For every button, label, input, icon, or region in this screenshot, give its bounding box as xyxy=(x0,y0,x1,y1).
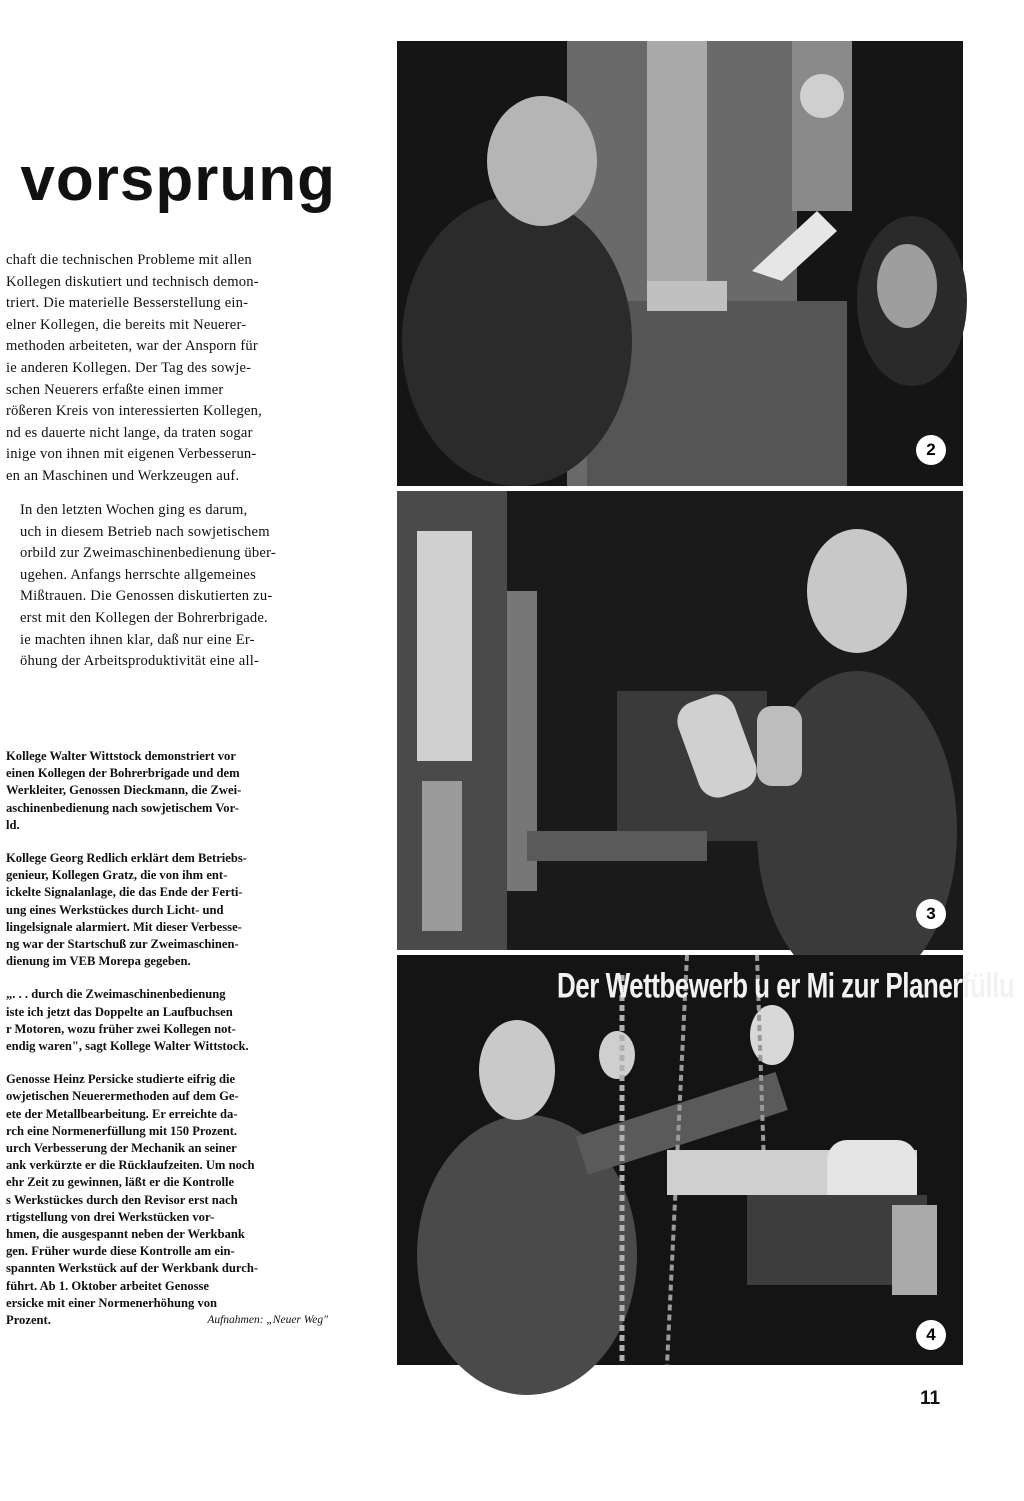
body-text-line: rößeren Kreis von interessierten Kollegen, xyxy=(6,403,263,420)
body-text-line: erst mit den Kollegen der Bohrerbrigade. xyxy=(20,609,268,626)
body-text-line: inige von ihnen mit eigenen Verbesserun- xyxy=(6,446,257,463)
body-text-line: Kollegen diskutiert und technisch demon- xyxy=(6,273,259,290)
body-text-line: Mißtrauen. Die Genossen diskutierten zu- xyxy=(20,588,273,605)
photo-caption xyxy=(6,748,328,834)
photo-credit: Aufnahmen: „Neuer Weg" xyxy=(207,1314,328,1327)
body-text-line: In den letzten Wochen ging es darum, xyxy=(20,502,248,518)
caption-line: Kollege Georg Redlich erklärt dem Betriebs- xyxy=(6,851,247,866)
body-text-line: ie anderen Kollegen. Der Tag des sowje- xyxy=(6,359,252,376)
photo-worker-with-chain-hoist xyxy=(397,955,1015,1365)
caption-line: lingelsignale alarmiert. Mit dieser Verbesse- xyxy=(6,919,242,934)
body-text-line: chaft die technischen Probleme mit allen xyxy=(6,252,252,268)
caption-line: „. . . durch die Zweimaschinenbedienung xyxy=(6,987,226,1002)
caption-last-line xyxy=(6,1312,328,1329)
page-number: 11 xyxy=(920,1388,941,1409)
body-paragraph-2 xyxy=(6,500,326,673)
photo-caption xyxy=(6,850,328,970)
body-text-line: öhung der Arbeitsproduktivität eine all- xyxy=(20,653,260,670)
photo-worker-with-bushings xyxy=(397,491,963,950)
caption-line: ng war der Startschuß zur Zweimaschinen- xyxy=(6,937,239,952)
photo-caption xyxy=(6,986,328,1055)
body-text-line: methoden arbeiteten, war der Ansporn für xyxy=(6,338,258,355)
caption-line: dienung im VEB Morepa gegeben. xyxy=(6,954,191,969)
caption-line: owjetischen Neuerermethoden auf dem Ge- xyxy=(6,1089,239,1104)
caption-line: rtigstellung von drei Werkstücken vor- xyxy=(6,1209,215,1224)
caption-line: iste ich jetzt das Doppelte an Laufbuchsen xyxy=(6,1004,233,1019)
photo-caption xyxy=(6,1071,328,1329)
caption-line: Prozent. xyxy=(6,1313,51,1328)
body-text-line: ie machten ihnen klar, daß nur eine Er- xyxy=(20,631,255,648)
body-text-line: triert. Die materielle Besserstellung ein- xyxy=(6,295,249,312)
photo-number-badge: 3 xyxy=(916,899,946,929)
caption-line: ank verkürzte er die Rücklaufzeiten. Um noch xyxy=(6,1158,255,1173)
caption-line: ete der Metallbearbeitung. Er erreichte da- xyxy=(6,1106,238,1121)
photo-captions xyxy=(6,748,328,1329)
photo-number-badge: 4 xyxy=(916,1320,946,1350)
body-text-line: elner Kollegen, die bereits mit Neuerer- xyxy=(6,316,247,333)
caption-line: Genosse Heinz Persicke studierte eifrig die xyxy=(6,1072,236,1087)
body-text-line: ugehen. Anfangs herrschte allgemeines xyxy=(20,566,256,583)
caption-line: endig waren", sagt Kollege Walter Wittstock. xyxy=(6,1039,249,1054)
caption-line: einen Kollegen der Bohrerbrigade und dem xyxy=(6,766,240,781)
body-text-line: uch in diesem Betrieb nach sowjetischem xyxy=(20,523,270,540)
photo-drilling-machine xyxy=(397,41,963,486)
body-text-line: schen Neuerers erfaßte einen immer xyxy=(6,381,224,398)
caption-line: Werkleiter, Genossen Dieckmann, die Zwei- xyxy=(6,783,242,798)
caption-line: rch eine Normenerfüllung mit 150 Prozent. xyxy=(6,1123,238,1138)
caption-line: führt. Ab 1. Oktober arbeitet Genosse xyxy=(6,1278,210,1293)
caption-line: urch Verbesserung der Mechanik an seiner xyxy=(6,1141,237,1156)
caption-line: ung eines Werkstückes durch Licht- und xyxy=(6,902,224,917)
caption-line: r Motoren, wozu früher zwei Kollegen not- xyxy=(6,1021,236,1036)
caption-line: hmen, die ausgespannt neben der Werkbank xyxy=(6,1227,245,1242)
article-headline: vorsprung xyxy=(20,145,336,214)
caption-line: gen. Früher wurde diese Kontrolle am ein- xyxy=(6,1244,235,1259)
caption-line: ickelte Signalanlage, die das Ende der Ferti- xyxy=(6,885,243,900)
workshop-banner: Der Wettbewerb u er Mi zur Planerfüllu xyxy=(557,965,1015,1006)
body-text-line: nd es dauerte nicht lange, da traten sogar xyxy=(6,424,253,441)
caption-line: Kollege Walter Wittstock demonstriert vor xyxy=(6,749,236,763)
body-text-line: orbild zur Zweimaschinenbedienung über- xyxy=(20,545,276,562)
body-text-line: en an Maschinen und Werkzeugen auf. xyxy=(6,467,240,484)
caption-line: ehr Zeit zu gewinnen, läßt er die Kontrolle xyxy=(6,1175,235,1190)
photo-number-badge: 2 xyxy=(916,435,946,465)
caption-line: s Werkstückes durch den Revisor erst nach xyxy=(6,1192,238,1207)
caption-line: ld. xyxy=(6,817,20,832)
caption-line: spannten Werkstück auf der Werkbank durch- xyxy=(6,1261,259,1276)
body-paragraph-1 xyxy=(6,250,326,488)
caption-line: aschinenbedienung nach sowjetischem Vor- xyxy=(6,800,239,815)
caption-line: genieur, Kollegen Gratz, die von ihm ent- xyxy=(6,868,228,883)
caption-line: ersicke mit einer Normenerhöhung von xyxy=(6,1295,218,1310)
